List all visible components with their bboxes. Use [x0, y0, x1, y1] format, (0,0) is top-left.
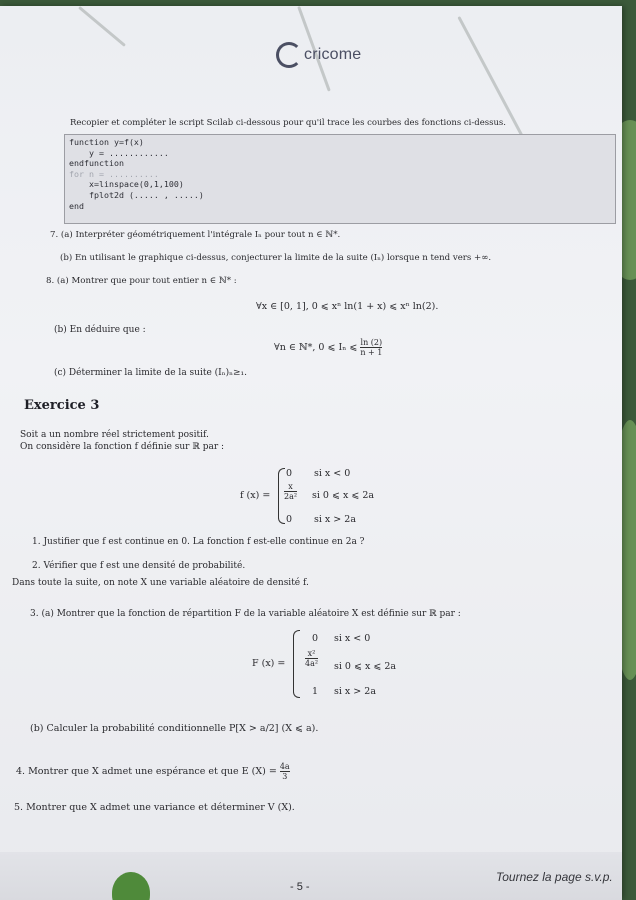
- fraction-denominator: n + 1: [360, 348, 383, 357]
- question-8b: (b) En déduire que :: [54, 325, 146, 335]
- intro-line: Recopier et compléter le script Scilab ci-dessous pour qu'il trace les courbes des fonctions ci-dessus.: [70, 118, 506, 128]
- F-lhs: F (x) =: [252, 658, 286, 669]
- question-5: 5. Montrer que X admet une variance et déterminer V (X).: [14, 802, 295, 813]
- f-case1-condition: si x < 0: [314, 468, 351, 479]
- leaf-shadow: [78, 6, 126, 47]
- question-3a: 3. (a) Montrer que la fonction de répartition F de la variable aléatoire X est définie sur ℝ par :: [30, 609, 461, 619]
- formula-8b-left: ∀n ∈ ℕ*, 0 ⩽ Iₙ ⩽: [274, 342, 358, 353]
- question-7a: 7. (a) Interpréter géométriquement l'intégrale Iₙ pour tout n ∈ ℕ*.: [50, 230, 341, 240]
- question-4-text: 4. Montrer que X admet une espérance et que E (X) =: [16, 766, 277, 777]
- code-line: y = ............: [69, 147, 169, 158]
- question-4: [16, 762, 290, 781]
- f-case3-condition: si x > 2a: [314, 514, 356, 525]
- fraction-denominator: 2a²: [284, 492, 298, 501]
- question-3b: (b) Calculer la probabilité conditionnelle P[X > a/2] (X ⩽ a).: [30, 723, 319, 734]
- fraction-numerator: x: [288, 482, 293, 491]
- turn-page-note: Tournez la page s.v.p.: [496, 870, 613, 884]
- question-2: 2. Vérifier que f est une densité de probabilité.: [32, 561, 246, 571]
- document-page: [0, 6, 622, 900]
- F-case3-condition: si x > 2a: [334, 686, 376, 697]
- fraction: [280, 762, 290, 781]
- logo-text: cricome: [304, 46, 362, 63]
- code-line: endfunction: [69, 158, 124, 169]
- code-line: fplot2d (..... , .....): [69, 189, 204, 200]
- F-case2-condition: si 0 ⩽ x ⩽ 2a: [334, 661, 397, 672]
- exercise-intro-1: Soit a un nombre réel strictement positif.: [20, 430, 209, 440]
- scilab-code-box: [64, 134, 616, 224]
- ecricome-logo-mark: [276, 42, 302, 68]
- piecewise-brace: [293, 630, 300, 698]
- code-line: x=linspace(0,1,100): [69, 179, 184, 190]
- F-case2-value: [305, 649, 318, 668]
- fraction-denominator: 4a²: [305, 659, 319, 668]
- F-case1-value: 0: [312, 633, 319, 644]
- question-7b: (b) En utilisant le graphique ci-dessus, conjecturer la limite de la suite (Iₙ) lorsque n tend vers +∞.: [60, 253, 492, 263]
- exercise-intro-2: On considère la fonction f définie sur ℝ par :: [20, 442, 225, 452]
- fraction-numerator: ln (2): [360, 338, 383, 347]
- f-lhs: f (x) =: [240, 490, 271, 501]
- page-number: - 5 -: [290, 881, 310, 893]
- formula-8b: [274, 338, 382, 357]
- fraction: [360, 338, 382, 357]
- exercise-title: Exercice 3: [24, 398, 100, 413]
- code-line: function y=f(x): [69, 137, 144, 147]
- F-case1-condition: si x < 0: [334, 633, 371, 644]
- question-8c: (c) Déterminer la limite de la suite (Iₙ)ₙ≥₁.: [54, 368, 248, 378]
- ecricome-logo: [276, 42, 361, 68]
- fraction-denominator: 3: [282, 772, 288, 781]
- f-case2-value: [284, 482, 297, 501]
- fraction-numerator: 4a: [279, 762, 290, 771]
- F-case3-value: 1: [312, 686, 319, 697]
- formula-8a: ∀x ∈ [0, 1], 0 ⩽ xⁿ ln(1 + x) ⩽ xⁿ ln(2).: [256, 301, 439, 312]
- fraction-numerator: x²: [307, 649, 316, 658]
- f-case1-value: 0: [286, 468, 293, 479]
- question-8a: 8. (a) Montrer que pour tout entier n ∈ ℕ* :: [46, 276, 237, 286]
- code-line: end: [69, 200, 84, 211]
- code-line: for n = ..........: [69, 168, 159, 179]
- f-case3-value: 0: [286, 514, 293, 525]
- f-case2-condition: si 0 ⩽ x ⩽ 2a: [312, 490, 375, 501]
- fraction: [305, 649, 318, 668]
- question-1: 1. Justifier que f est continue en 0. La fonction f est-elle continue en 2a ?: [32, 537, 365, 547]
- suite-line: Dans toute la suite, on note X une variable aléatoire de densité f.: [12, 578, 309, 588]
- fraction: [284, 482, 297, 501]
